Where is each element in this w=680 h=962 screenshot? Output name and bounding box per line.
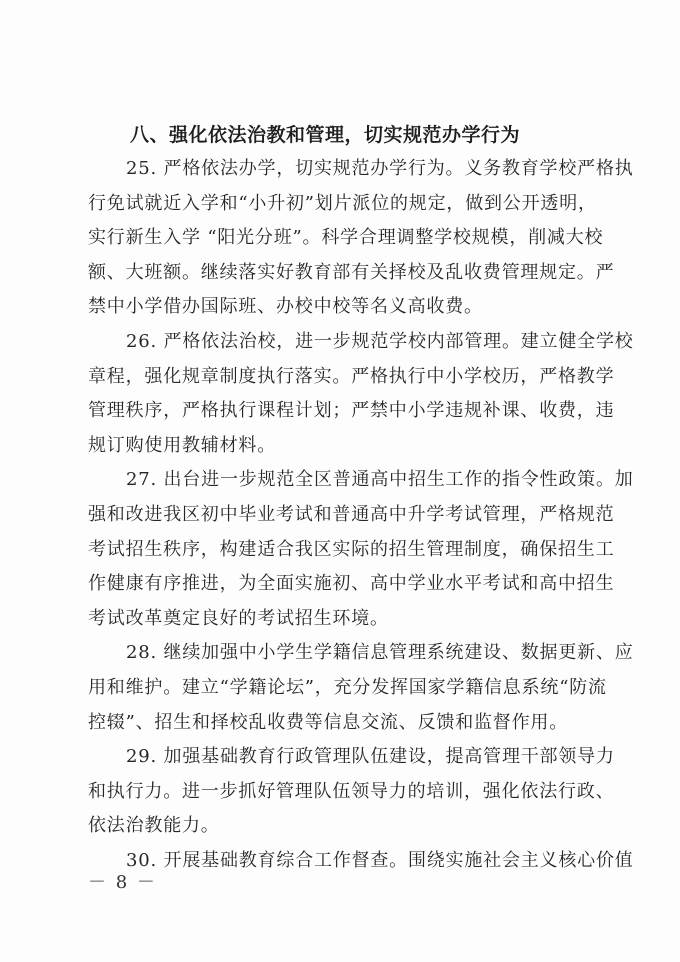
paragraph-line: 25. 严格依法办学，切实规范办学行为。义务教育学校严格执 bbox=[126, 158, 634, 179]
paragraph-line: 强和改进我区初中毕业考试和普通高中升学考试管理，严格规范 bbox=[88, 503, 615, 525]
paragraph-line: 禁中小学借办国际班、办校中校等名义高收费。 bbox=[88, 296, 483, 318]
paragraph-line: 29. 加强基础教育行政管理队伍建设，提高管理干部领导力 bbox=[126, 746, 615, 768]
paragraph-line: 实行新生入学 “阳光分班”。科学合理调整学校规模，削减大校 bbox=[88, 227, 604, 249]
section-heading: 八、强化依法治教和管理，切实规范办学行为 bbox=[130, 124, 521, 146]
paragraph-line: 30. 开展基础教育综合工作督查。围绕实施社会主义核心价值 bbox=[126, 849, 634, 871]
paragraph-line: 管理秩序，严格执行课程计划；严禁中小学违规补课、收费，违 bbox=[88, 400, 615, 422]
paragraph-line: 依法治教能力。 bbox=[88, 815, 220, 837]
paragraph-line: 控辍”、招生和择校乱收费等信息交流、反馈和监督作用。 bbox=[88, 711, 568, 733]
paragraph bbox=[88, 740, 615, 844]
paragraph-line: 28. 继续加强中小学生学籍信息管理系统建设、数据更新、应 bbox=[126, 642, 634, 664]
paragraph-line: 用和维护。建立“学籍论坛”，充分发挥国家学籍信息系统“防流 bbox=[88, 676, 607, 698]
paragraph bbox=[88, 844, 634, 879]
paragraph-line: 26. 严格依法治校，进一步规范学校内部管理。建立健全学校 bbox=[126, 330, 634, 352]
paragraph bbox=[88, 152, 634, 325]
paragraph bbox=[88, 463, 634, 636]
paragraph-list bbox=[88, 152, 634, 878]
paragraph-line: 和执行力。进一步抓好管理队伍领导力的培训，强化依法行政、 bbox=[88, 780, 615, 802]
paragraph-line: 行免试就近入学和“小升初”划片派位的规定，做到公开透明， bbox=[88, 192, 597, 214]
paragraph-line: 额、大班额。继续落实好教育部有关择校及乱收费管理规定。严 bbox=[88, 261, 615, 283]
paragraph bbox=[88, 636, 634, 740]
document-body bbox=[88, 118, 634, 878]
paragraph-line: 章程，强化规章制度执行落实。严格执行中小学校历，严格教学 bbox=[88, 365, 615, 387]
paragraph-line: 27. 出台进一步规范全区普通高中招生工作的指令性政策。加 bbox=[126, 469, 634, 491]
paragraph-line: 作健康有序推进，为全面实施初、高中学业水平考试和高中招生 bbox=[88, 573, 615, 595]
paragraph-line: 考试招生秩序，构建适合我区实际的招生管理制度，确保招生工 bbox=[88, 538, 615, 560]
paragraph-line: 考试改革奠定良好的考试招生环境。 bbox=[88, 607, 389, 629]
paragraph bbox=[88, 325, 634, 463]
paragraph-line: 规订购使用教辅材料。 bbox=[88, 434, 276, 456]
page-number: － 8 － bbox=[88, 872, 157, 893]
